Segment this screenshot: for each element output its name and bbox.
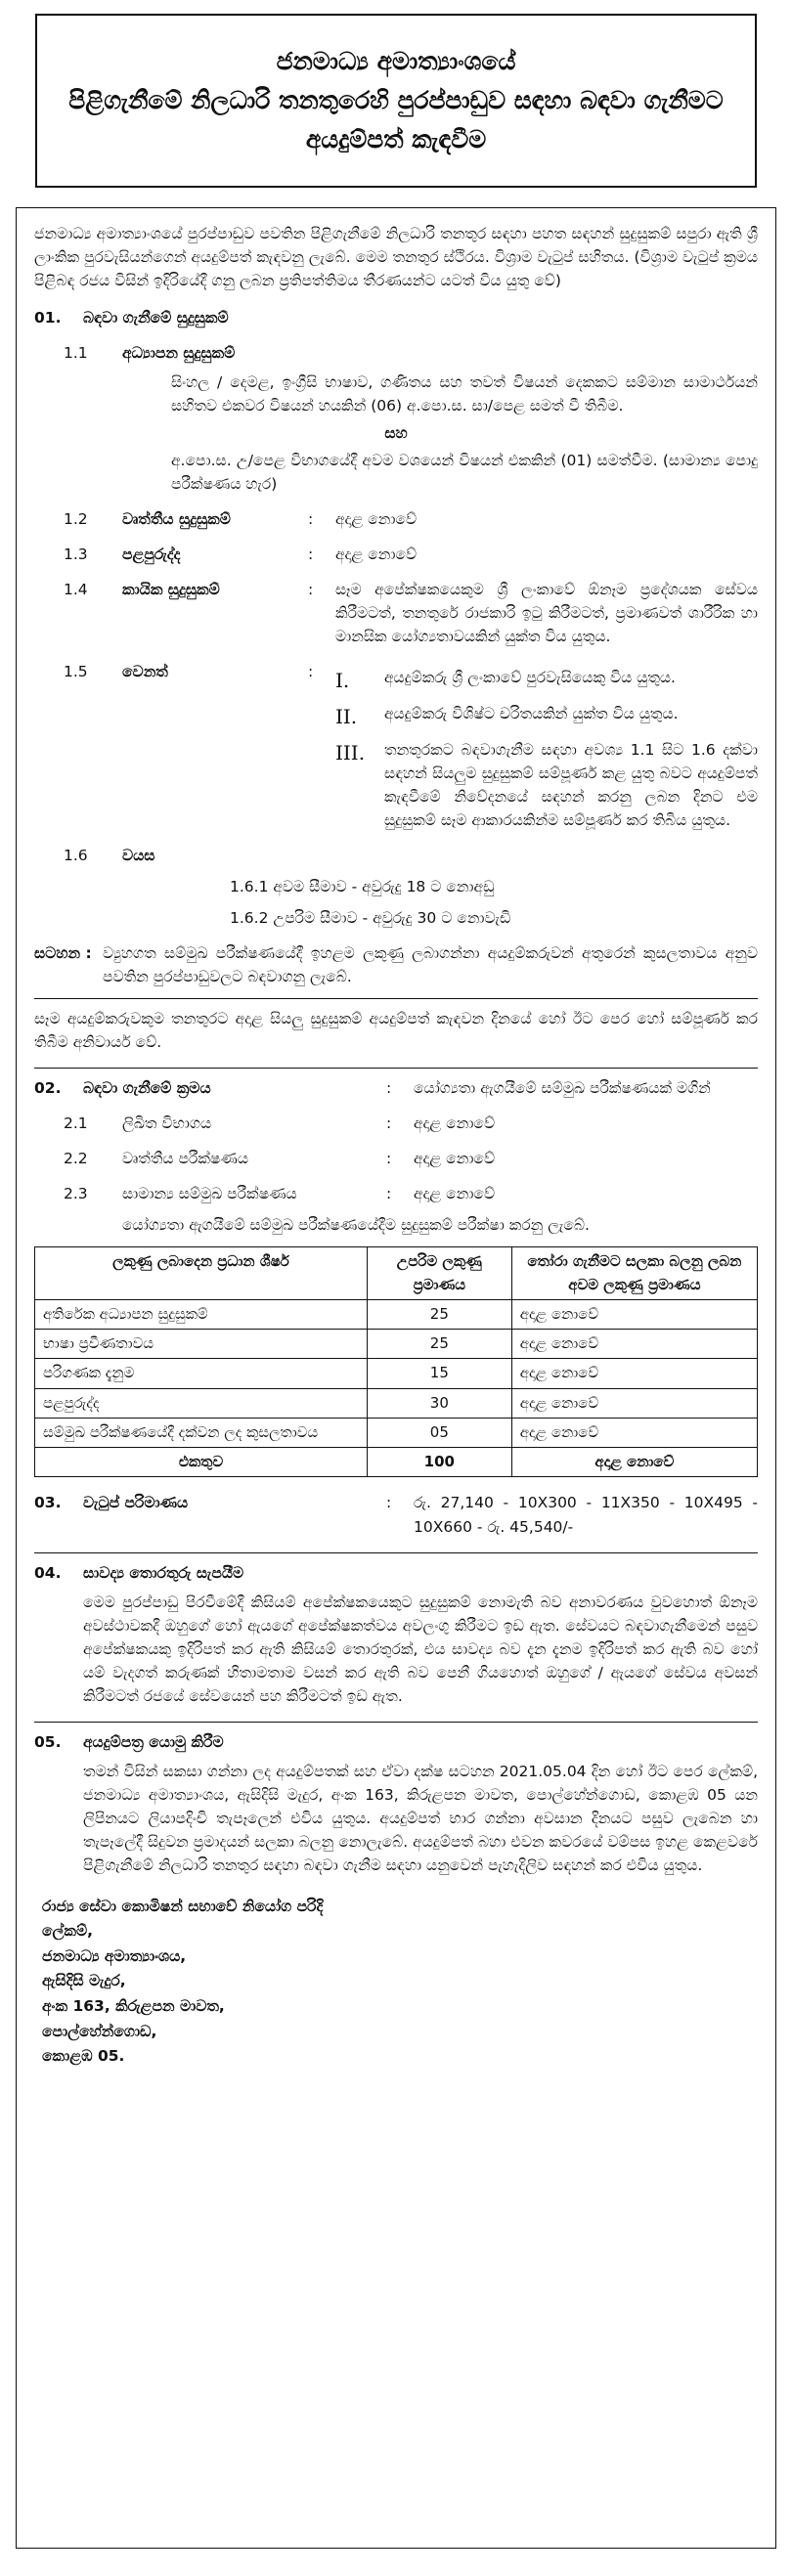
- false-information-text: මෙම පුරප්පාඩු පිරවීමේදී කිසියම් අපේක්ෂකයෙකුට සුදුසුකම් නොමැති බව අනාවරණය වුවහොත් ඕනෑම අවස්ථාවකදී ඔහුගේ හෝ ඇයගේ අපේක්ෂකත්වය අවලංගු කිරීමට ඉඩ ඇත. සේවයට බඳවාගැනීමෙන් පසුව අපේක්ෂකයකු ඉදිරිපත් කර ඇති කිසියම් තොරතුරක්, එය සාවද්‍ය බව දැන දැනම ඉදිරිපත් කර ඇති බව හෝ යම් වැදගත් කරුණක් හිතාමතාම වසන් කර ඇති බව පෙනී ගියහොත් ඔහුගේ / ඇයගේ සේවය අවසන් කිරීමටත් රජයේ සේවයෙන් පහ කිරීමටත් ඉඩ ඇත.: [83, 1593, 758, 1705]
- requirement-iii: III. තනතුරකට බඳවාගැනීම සඳහා අවශ්‍ය 1.1 සිට 1.6 දක්වා සඳහන් සියලුම සුදුසුකම් සම්පූර්ණ කළ යුතු බවට අයදුම්පත් කැඳවීමේ නිවේදනයේ සඳහන් කරනු ලබන දිනට එම සුදුසුකම් සෑම ආකාරයකින්ම සම්පූර්ණ කර තිබිය යුතුය.: [335, 741, 758, 830]
- address-line: පොල්හේන්ගොඩ,: [42, 2022, 157, 2040]
- signoff-title: රාජ්‍ය සේවා කොමිෂන් සභාවේ නියෝග පරිදි: [42, 1897, 324, 1915]
- item-number: 1.5: [64, 663, 88, 681]
- intro-paragraph: ජනමාධ්‍ය අමාත්‍යාංශයේ පුරප්පාඩුව පවතින පිළිගැනීමේ නිලධාරි තනතුර සඳහා පහත සඳහන් සුදුසුකම් සපුරා ඇති ශ්‍රී ලාංකික පුරවැසියන්ගෙන් අයදුම්පත් කැඳවනු ලැබේ. මෙම තනතුර ස්ථිරය. විශ්‍රාම වැටුප් සහිතය. (විශ්‍රාම වැටුප් ක්‍රමය පිළිබඳ රජය විසින් ඉදිරියේදී ගනු ලබන ප්‍රතිපත්තිමය තීරණයන්ට යටත් විය යුතු වේ): [34, 225, 758, 290]
- age-minimum: 1.6.1 අවම සීමාව - අවුරුදු 18 ට නොඅඩු: [230, 878, 495, 896]
- qualification-experience: 1.3 පළපුරුද්ද : අදාළ නොවේ: [34, 543, 758, 566]
- exam-practical: 2.2 වෘත්තීය පරීක්ෂණය : අදාළ නොවේ: [64, 1150, 496, 1168]
- item-value: සෑම අපේක්ෂකයෙකුම ශ්‍රී ලංකාවේ ඕනෑම ප්‍රදේශයක සේවය කිරීමටත්, තනතුරේ රාජකාරි ඉටු කිරීමටත්, ප්‍රමාණවත් ශාරීරික හා මානසික යෝග්‍යතාවයකින් යුක්ත විය යුතුය.: [335, 581, 758, 646]
- section-4-heading: [34, 1552, 758, 1585]
- item-label: අධ්‍යාපන සුදුසුකම්: [122, 344, 236, 363]
- qualification-other: 1.5 වෙනත් : I. අයදුම්කරු ශ්‍රී ලංකාවේ පුරවැසියෙකු විය යුතුය. II. අයදුම්කරු විශිෂ්ට චරිතයකින් යුක්ත විය යුතුය. III. තනතුරකට බඳවාගැනීම සඳහා අවශ්‍ය 1.1 සිට 1.6 දක්වා සඳහන් සියලුම සුදුසුකම් සම්පූර්ණ කළ යුතු බවට අයදුම්පත් කැඳවීමේ නිවේදනයේ සඳහන් කරනු ලබන දිනට එම සුදුසුකම් සෑම ආකාරයකින්ම සම්පූර්ණ කර තිබිය යුතුය.: [34, 660, 758, 832]
- recruitment-method: යෝග්‍යතා ඇගයීමේ සම්මුඛ පරීක්ෂණයක් මගින්: [414, 1079, 711, 1098]
- section-5-heading: [34, 1722, 758, 1754]
- table-row: පළපුරුද්ද 30 අදාළ නොවේ: [35, 1388, 758, 1418]
- qualification-professional: 1.2 වෘත්තීය සුදුසුකම් : අදාළ නොවේ: [34, 507, 758, 531]
- salary-scale: රු. 27,140 - 10X300 - 11X350 - 10X495 - 10X660 - රු. 45,540/-: [414, 1494, 758, 1536]
- item-value: අදාළ නොවේ: [335, 546, 418, 564]
- education-requirement-al: අ.පො.ස. උ/පෙළ විභාගයේදී අවම වශයෙන් විෂයන් එකකින් (01) සමත්වීම. (සාමාන්‍ය පොදු පරීක්ෂණය හැර): [171, 452, 758, 494]
- item-number: 1.3: [64, 546, 88, 564]
- education-requirement-ol: සිංහල / දෙමළ, ඉංග්‍රීසි භාෂාව, ගණිතය සහ තවත් විෂයන් දෙකකට සම්මාන සාමාර්ථයන් සහිතව එකවර විෂයන් හයකින් (06) අ.පො.ස. සා/පෙළ සමත් වී තිබීම.: [171, 373, 758, 415]
- section-number: 01.: [34, 309, 62, 327]
- note-label: සටහන :: [34, 944, 92, 963]
- notice-body: [16, 207, 776, 2549]
- header-line-1: ජනමාධ්‍ය අමාත්‍යාංශයේ: [276, 47, 516, 76]
- section-1-heading: [34, 306, 758, 329]
- item-value: අදාළ නොවේ: [335, 510, 418, 529]
- section-title: බඳවා ගැනීමේ ක්‍රමය: [83, 1079, 211, 1098]
- item-label: වෙනත්: [122, 663, 168, 681]
- requirement-i: I. අයදුම්කරු ශ්‍රී ලංකාවේ පුරවැසියෙකු විය යුතුය.: [335, 669, 676, 693]
- section-2-heading: 02. බඳවා ගැනීමේ ක්‍රමය : යෝග්‍යතා ඇගයීමේ සම්මුඛ පරීක්ෂණයක් මගින්: [34, 1068, 758, 1100]
- item-label: වෘත්තීය සුදුසුකම්: [122, 510, 231, 529]
- section-number: 02.: [34, 1079, 62, 1098]
- section-title: බඳවා ගැනීමේ සුදුසුකම්: [83, 309, 229, 327]
- section-title: අයදුම්පත්‍ර යොමු කිරීම: [83, 1732, 224, 1751]
- signoff-block: [34, 1895, 758, 2070]
- exam-written: 2.1 ලිඛිත විභාගය : අදාළ නොවේ: [64, 1114, 496, 1133]
- item-number: 1.1: [64, 344, 88, 363]
- table-row: පරිගණක දැනුම 15 අදාළ නොවේ: [35, 1359, 758, 1388]
- table-row: සම්මුඛ පරීක්ෂණයේදී දක්වන ලද කුසලතාවය 05 අදාළ නොවේ: [35, 1418, 758, 1447]
- qualification-education: [34, 341, 758, 365]
- item-label: කායික සුදුසුකම්: [122, 581, 220, 599]
- item-label: වයස: [122, 847, 155, 865]
- item-number: 1.6: [64, 847, 88, 865]
- section-3-heading: 03. වැටුප් පරිමාණය : රු. 27,140 - 10X300 - 11X350 - 10X495 - 10X660 - රු. 45,540/-: [34, 1491, 758, 1538]
- section-title: සාවද්‍ය තොරතුරු සැපයීම: [83, 1563, 244, 1582]
- marks-table: [34, 1246, 758, 1477]
- other-requirements: [335, 660, 758, 832]
- section-number: 05.: [34, 1732, 62, 1751]
- header-box: [35, 14, 757, 188]
- section-number: 03.: [34, 1494, 62, 1512]
- and-conjunction: සහ: [384, 424, 408, 443]
- address-line: ලේකම්,: [42, 1922, 94, 1941]
- table-intro: යෝග්‍යතා ඇගයීමේ සම්මුඛ පරීක්ෂණයේදීම සුදුසුකම් පරීක්ෂා කරනු ලැබේ.: [122, 1216, 590, 1235]
- age-maximum: 1.6.2 උපරිම සීමාව - අවුරුදු 30 ට නොවැඩි: [230, 909, 511, 928]
- item-number: 1.4: [64, 581, 88, 599]
- item-label: පළපුරුද්ද: [122, 546, 181, 564]
- header-line-3: අයදුම්පත් කැඳවීම: [305, 124, 487, 153]
- section-number: 04.: [34, 1563, 62, 1582]
- address-line: ජනමාධ්‍ය අමාත්‍යාංශය,: [42, 1946, 187, 1965]
- note: [34, 941, 758, 988]
- qualification-age: [34, 844, 758, 867]
- address-line: අංක 163, කිරුළපන මාවත,: [42, 1996, 225, 2015]
- qualification-footnote: සෑම අයදුම්කරුවකුම තනතුරට අදාළ සියලු සුදුසුකම් අයදුම්පත් කැඳවන දිනයේ හෝ ඊට පෙර හෝ සම්පූර්ණ කර තිබීම අනිවාර්ය වේ.: [34, 998, 758, 1054]
- table-total-row: එකතුව 100 අදාළ නොවේ: [35, 1448, 758, 1477]
- exam-general-interview: 2.3 සාමාන්‍ය සම්මුඛ පරීක්ෂණය : අදාළ නොවේ: [64, 1185, 496, 1203]
- requirement-ii: II. අයදුම්කරු විශිෂ්ට චරිතයකින් යුක්ත විය යුතුය.: [335, 705, 679, 729]
- item-number: 1.2: [64, 510, 88, 529]
- table-header-row: ලකුණු ලබාදෙන ප්‍රධාන ශීර්ෂ උපරිම ලකුණු ප්‍රමාණය තෝරා ගැනීමට සලකා බලනු ලබන අවම ලකුණු ප්‍රමාණය: [35, 1247, 758, 1300]
- section-title: වැටුප් පරිමාණය: [83, 1494, 189, 1512]
- application-submission-text: තමන් විසින් සකසා ගන්නා ලද අයදුම්පතක් සහ ඒවා දක්ෂ සටහන 2021.05.04 දින හෝ ඊට පෙර ලේකම්, ජනමාධ්‍ය අමාත්‍යාංශය, ඇසිදිසි මැදුර, අංක 163, කිරුළපන මාවත, පොල්හේන්ගොඩ, කොළඹ 05 යන ලිපිනයට ලියාපදිංචි තැපෑලෙන් එවිය යුතුය. අයදුම්පත් භාර ගන්නා අවසාන දිනයට පසුව ලැබෙන හා තැපෑලේදී සිදුවන ප්‍රමාදයන් සලකා බලනු නොලැබේ. අයදුම්පත් බහා එවන කවරයේ වම්පස ඉහළ කෙළවරේ පිළිගැනීමේ නිලධාරි තනතුර සඳහා බඳවා ගැනීම සඳහා යනුවෙන් පැහැදිලිව සඳහන් කර එවිය යුතුය.: [83, 1762, 758, 1874]
- note-text: ව්‍යුහගත සම්මුඛ පරීක්ෂණයේදී ඉහළම ලකුණු ලබාගන්නා අයදුම්කරුවන් අතුරෙන් කුසලතාවය අනුව පවතින පුරප්පාඩුවලට බඳවාගනු ලැබේ.: [103, 944, 758, 986]
- table-row: අතිරේක අධ්‍යාපන සුදුසුකම් 25 අදාළ නොවේ: [35, 1299, 758, 1329]
- table-row: භාෂා ප්‍රවීණතාවය 25 අදාළ නොවේ: [35, 1330, 758, 1359]
- address-line: කොළඹ 05.: [42, 2047, 125, 2066]
- qualification-physical: 1.4 කායික සුදුසුකම් : සෑම අපේක්ෂකයෙකුම ශ්‍රී ලංකාවේ ඕනෑම ප්‍රදේශයක සේවය කිරීමටත්, තනතුරේ රාජකාරි ඉටු කිරීමටත්, ප්‍රමාණවත් ශාරීරික හා මානසික යෝග්‍යතාවයකින් යුක්ත විය යුතුය.: [34, 578, 758, 648]
- header-line-2: පිළිගැනීමේ නිලධාරි තනතුරෙහි පුරප්පාඩුව සඳහා බඳවා ගැනීමට: [68, 86, 724, 115]
- address-line: ඇසිදිසි මැදුර,: [42, 1972, 126, 1990]
